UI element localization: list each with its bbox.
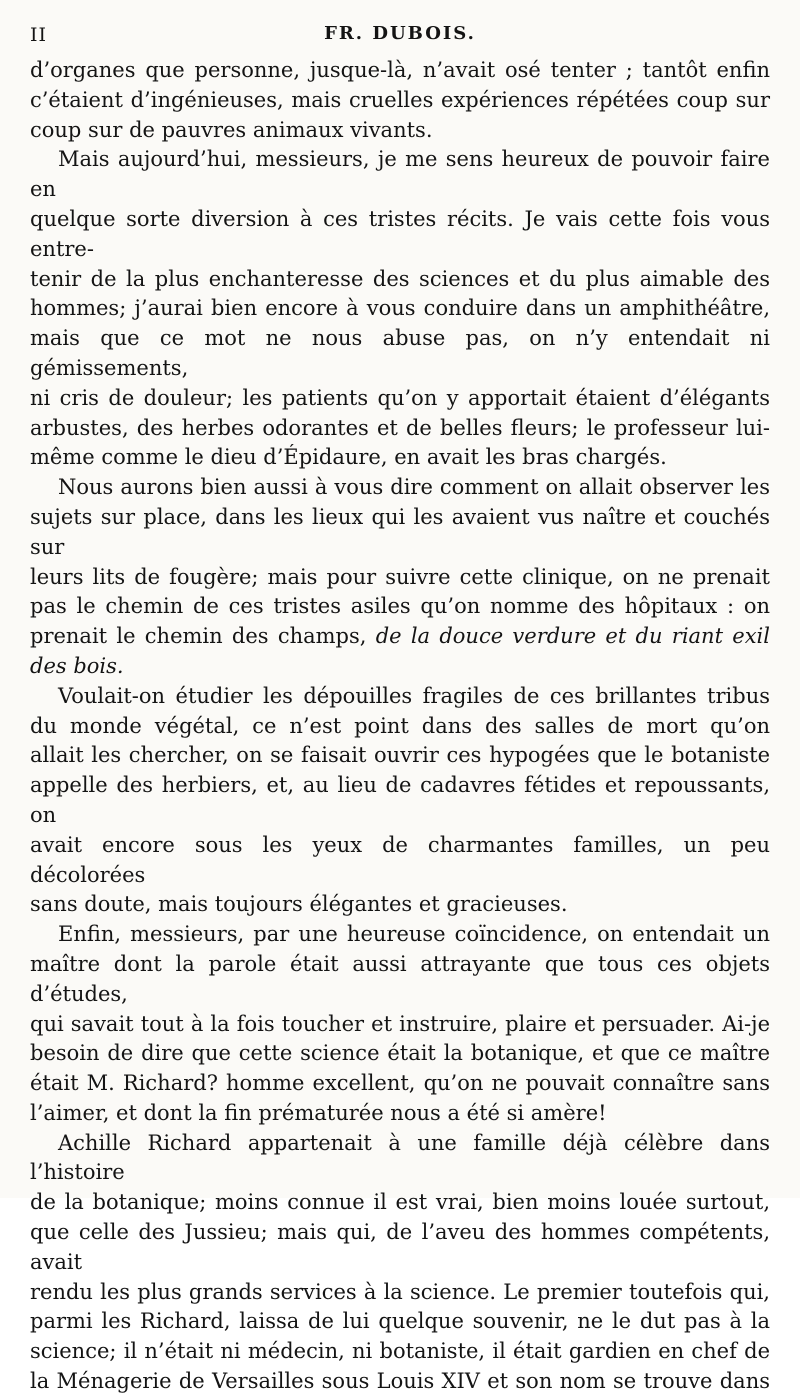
line-text: d’organes que personne, jusque-là, n’avait osé tenter ; tantôt enfin	[30, 58, 770, 82]
paragraph	[30, 1129, 770, 1397]
running-head: FR. DUBOIS.	[324, 23, 476, 44]
line-text: du monde végétal, ce n’est point dans des salles de mort qu’on	[30, 713, 770, 738]
text-line	[30, 86, 770, 116]
page-header	[30, 20, 770, 50]
line-text: Voulait-on étudier les dépouilles fragiles de ces brillantes tribus	[58, 683, 770, 708]
line-text: mais que ce mot ne nous abuse pas, on n’y entendait ni gémissements,	[30, 326, 770, 380]
text-line	[30, 116, 770, 146]
line-text: tenir de la plus enchanteresse des sciences et du plus aimable des	[30, 266, 770, 291]
line-text: c’étaient d’ingénieuses, mais cruelles expériences répétées coup sur	[30, 87, 770, 112]
text-line	[30, 682, 770, 712]
line-text: coup sur de pauvres animaux vivants.	[30, 117, 433, 142]
text-line	[30, 443, 770, 473]
line-text: même comme le dieu d’Épidaure, en avait les bras chargés.	[30, 445, 667, 470]
text-line	[30, 265, 770, 295]
line-text: maître dont la parole était aussi attrayante que tous ces objets d’études,	[30, 951, 770, 1006]
text-line	[30, 1337, 770, 1367]
text-line	[30, 1188, 770, 1218]
line-text: appelle des herbiers, et, au lieu de cadavres fétides et repoussants, on	[30, 773, 770, 827]
paragraph	[30, 920, 770, 1129]
text-line	[30, 712, 770, 742]
line-text: sans doute, mais toujours élégantes et gracieuses.	[30, 892, 568, 917]
line-text: besoin de dire que cette science était la botanique, et que ce maître	[30, 1041, 770, 1066]
line-text: science; il n’était ni médecin, ni botaniste, il était gardien en chef de	[30, 1339, 770, 1364]
text-line	[30, 1010, 770, 1040]
text-line	[30, 1367, 770, 1397]
line-text: leurs lits de fougère; mais pour suivre cette clinique, on ne prenait	[30, 564, 770, 589]
text-line	[30, 473, 770, 503]
body-text	[30, 56, 770, 1397]
text-line	[30, 920, 770, 950]
line-text: quelque sorte diversion à ces tristes récits. Je vais cette fois vous entre-	[30, 206, 770, 261]
text-line	[30, 414, 770, 444]
text-line	[30, 652, 770, 682]
text-line	[30, 145, 770, 205]
text-line	[30, 56, 770, 86]
line-text: hommes; j’aurai bien encore à vous conduire dans un amphithéâtre,	[30, 296, 770, 321]
line-text: la Ménagerie de Versailles sous Louis XIV et son nom se trouve dans	[30, 1369, 770, 1394]
paragraph	[30, 56, 770, 145]
text-line	[30, 622, 770, 652]
text-line	[30, 294, 770, 324]
text-line	[30, 771, 770, 831]
line-text: rendu les plus grands services à la science. Le premier toutefois qui,	[30, 1279, 770, 1304]
line-text: prenait le chemin des champs,	[30, 624, 376, 649]
paragraph	[30, 682, 770, 920]
line-text: arbustes, des herbes odorantes et de belles fleurs; le professeur lui-	[30, 415, 770, 440]
line-text: que celle des Jussieu; mais qui, de l’aveu des hommes compétents, avait	[30, 1220, 770, 1274]
line-text: ni cris de douleur; les patients qu’on y apportait étaient d’élégants	[30, 385, 770, 410]
line-text: Achille Richard appartenait à une famille déjà célèbre dans l’histoire	[30, 1130, 770, 1185]
text-line	[30, 950, 770, 1010]
paragraph	[30, 145, 770, 473]
text-line	[30, 890, 770, 920]
text-line	[30, 1278, 770, 1308]
text-line	[30, 1218, 770, 1278]
line-text: Enfin, messieurs, par une heureuse coïncidence, on entendait un	[58, 922, 770, 947]
text-line	[30, 741, 770, 771]
line-text: allait les chercher, on se faisait ouvrir ces hypogées que le botaniste	[30, 743, 770, 768]
italic-text: de la douce verdure et du riant exil	[375, 624, 770, 649]
text-line	[30, 384, 770, 414]
paragraph	[30, 473, 770, 682]
page-number: II	[30, 24, 48, 46]
text-line	[30, 592, 770, 622]
line-text: qui savait tout à la fois toucher et instruire, plaire et persuader. Ai-je	[30, 1011, 770, 1036]
text-line	[30, 1099, 770, 1129]
italic-text: des bois.	[30, 653, 124, 678]
text-line	[30, 831, 770, 891]
text-line	[30, 205, 770, 265]
line-text: parmi les Richard, laissa de lui quelque souvenir, ne le dut pas à la	[30, 1309, 770, 1334]
line-text: était M. Richard? homme excellent, qu’on ne pouvait connaître sans	[30, 1071, 770, 1096]
text-line	[30, 1039, 770, 1069]
line-text: l’aimer, et dont la fin prématurée nous a été si amère!	[30, 1100, 607, 1125]
line-text: Nous aurons bien aussi à vous dire comment on allait observer les	[58, 475, 770, 500]
text-line	[30, 563, 770, 593]
line-text: sujets sur place, dans les lieux qui les avaient vus naître et couchés sur	[30, 504, 770, 559]
line-text: avait encore sous les yeux de charmantes familles, un peu décolorées	[30, 832, 770, 887]
text-line	[30, 1307, 770, 1337]
text-line	[30, 324, 770, 384]
line-text: Mais aujourd’hui, messieurs, je me sens heureux de pouvoir faire en	[30, 147, 770, 202]
text-line	[30, 1129, 770, 1189]
line-text: de la botanique; moins connue il est vrai, bien moins louée surtout,	[30, 1190, 770, 1215]
text-line	[30, 503, 770, 563]
text-line	[30, 1069, 770, 1099]
line-text: pas le chemin de ces tristes asiles qu’on nomme des hôpitaux : on	[30, 594, 770, 619]
